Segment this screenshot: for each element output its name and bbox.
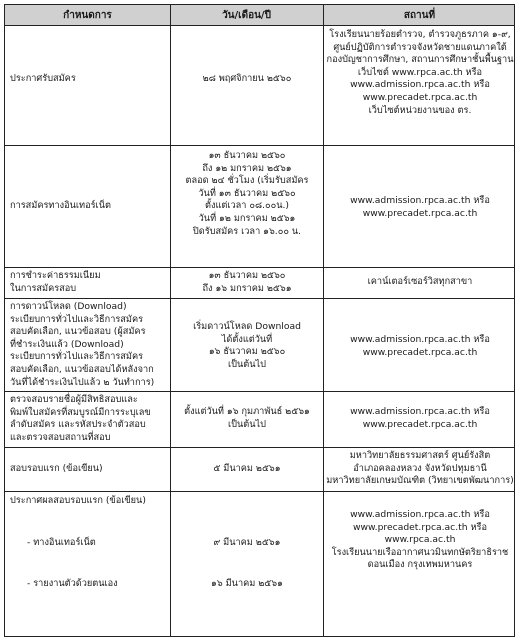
row-divider bbox=[5, 298, 514, 299]
schedule-table bbox=[4, 4, 515, 637]
row-1-place: โรงเรียนนายร้อยตำรวจ, ตำรวจภูธรภาค ๑-๙, ศูนย์ปฏิบัติการตำรวจจังหวัดชายแดนภาคใต้ กองบัญชาการศึกษา, สถานการศึกษาชั้นพื้นฐาน เว็บไซต์ www.rpca.ac.th หรือ www.admission.rpca.ac.th หรือ www.precadet.rpca.ac.th เว็บไซต์หน่วยงานของ ตร. bbox=[326, 29, 514, 116]
row-divider bbox=[5, 145, 514, 146]
row-divider bbox=[5, 447, 514, 448]
row-7-task-internet: - ทางอินเทอร์เน็ต bbox=[27, 537, 96, 548]
row-2-date: ๑๓ ธันวาคม ๒๕๖๐ ถึง ๑๒ มกราคม ๒๕๖๑ ตลอด ๒๔ ชั่วโมง (เริ่มรับสมัคร วันที่ ๑๓ ธันวาคม ๒๕๖๐ ตั้งแต่เวลา ๐๘.๐๐น.) วันที่ ๑๒ มกราคม ๒๕๖๑ ปิดรับสมัคร เวลา ๑๖.๐๐ น. bbox=[185, 150, 309, 237]
row-5-date: ตั้งแต่วันที่ ๑๖ กุมภาพันธ์ ๒๕๖๑ เป็นต้นไป bbox=[184, 406, 310, 430]
row-3-task: การชำระค่าธรรมเนียม ในการสมัครสอบ bbox=[10, 270, 101, 294]
row-3-date: ๑๓ ธันวาคม ๒๕๖๐ ถึง ๑๖ มกราคม ๒๕๖๑ bbox=[202, 270, 292, 294]
header-date: วัน/เดือน/ปี bbox=[222, 10, 271, 21]
row-3-place: เคาน์เตอร์เซอร์วิสทุกสาขา bbox=[367, 276, 473, 287]
row-6-place: มหาวิทยาลัยธรรมศาสตร์ ศูนย์รังสิต อำเภอคลองหลวง จังหวัดปทุมธานี มหาวิทยาลัยเกษมบัณฑิต (วิทยาเขตพัฒนาการ) bbox=[326, 450, 514, 487]
row-2-task: การสมัครทางอินเทอร์เน็ต bbox=[10, 200, 111, 211]
row-6-date: ๕ มีนาคม ๒๕๖๑ bbox=[213, 463, 281, 474]
row-divider bbox=[5, 491, 514, 492]
header-schedule: กำหนดการ bbox=[63, 10, 112, 21]
row-4-date: เริ่มดาวน์โหลด Download ได้ตั้งแต่วันที่ ๑๖ ธันวาคม ๒๕๖๐ เป็นต้นไป bbox=[193, 321, 301, 370]
row-6-task: สอบรอบแรก (ข้อเขียน) bbox=[10, 463, 103, 474]
row-4-task: การดาวน์โหลด (Download) ระเบียบการทั่วไปและวิธีการสมัคร สอบคัดเลือก, แนวข้อสอบ (ผู้สมัคร ที่ชำระเงินแล้ว (Download) ระเบียบการทั่วไปและวิธีการสมัคร สอบคัดเลือก, แนวข้อสอบได้หลังจาก วันที่ได้ชำระเงินไปแล้ว ๒ วันทำการ) bbox=[10, 301, 155, 388]
row-7-date-report: ๑๖ มีนาคม ๒๕๖๑ bbox=[211, 578, 283, 589]
row-7-task-title: ประกาศผลสอบรอบแรก (ข้อเขียน) bbox=[10, 495, 146, 506]
row-1-date: ๒๘ พฤศจิกายน ๒๕๖๐ bbox=[202, 73, 292, 84]
row-7-task-report: - รายงานตัวด้วยตนเอง bbox=[27, 578, 118, 589]
row-1-task: ประกาศรับสมัคร bbox=[10, 73, 76, 84]
row-5-place: www.admission.rpca.ac.th หรือ www.precadet.rpca.ac.th bbox=[350, 406, 490, 430]
header-place: สถานที่ bbox=[403, 10, 436, 21]
row-divider bbox=[5, 25, 514, 26]
row-7-date-internet: ๙ มีนาคม ๒๕๖๑ bbox=[213, 537, 281, 548]
row-4-place: www.admission.rpca.ac.th หรือ www.precadet.rpca.ac.th bbox=[350, 334, 490, 358]
row-7-place: www.admission.rpca.ac.th หรือ www.precadet.rpca.ac.th หรือ www.rpca.ac.th โรงเรียนนายเรืออากาศนวมินทกษัตริยาธิราช ดอนเมือง กรุงเทพมหานคร bbox=[331, 509, 509, 571]
row-2-place: www.admission.rpca.ac.th หรือ www.precadet.rpca.ac.th bbox=[350, 195, 490, 219]
row-5-task: ตรวจสอบรายชื่อผู้มีสิทธิสอบและ พิมพ์ใบสมัครที่สมบูรณ์มีการระบุเลข ลำดับสมัคร และรหัสประจำตัวสอบ และตรวจสอบสถานที่สอบ bbox=[10, 394, 151, 443]
row-divider bbox=[5, 267, 514, 268]
row-divider bbox=[5, 391, 514, 392]
